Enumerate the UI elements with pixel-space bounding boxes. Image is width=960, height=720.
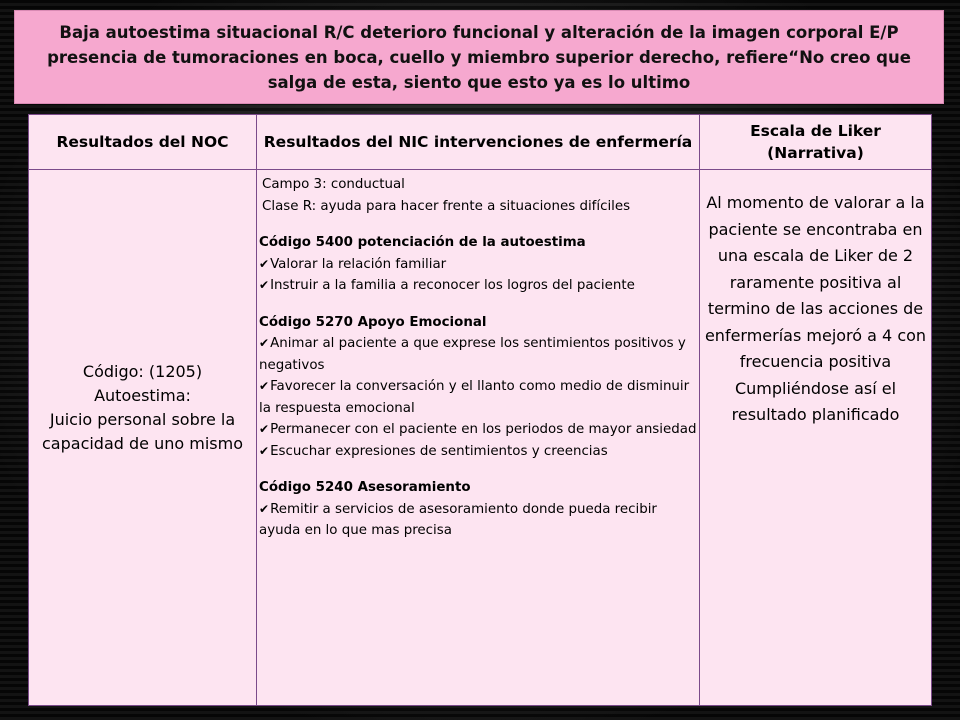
checkmark-icon: ✔: [259, 278, 270, 292]
header-nic: Resultados del NIC intervenciones de enfermería: [257, 115, 700, 170]
nic-list-5400: [259, 254, 697, 297]
table-header-row: [29, 115, 932, 170]
nic-code-5270: Código 5270 Apoyo Emocional: [259, 314, 487, 330]
liker-narrative: Al momento de valorar a la paciente se encontraba en una escala de Liker de 2 raramente positiva al termino de las acciones de enfermerías mejoró a 4 con frecuencia positiva Cumpliéndose así el resultado planificado: [704, 193, 927, 424]
checkmark-icon: ✔: [259, 422, 270, 436]
list-item: ✔Favorecer la conversación y el llanto como medio de disminuir la respuesta emocional: [259, 379, 690, 416]
nic-list-5240: [259, 499, 697, 542]
liker-cell: [700, 170, 932, 706]
nic-clase: Clase R: ayuda para hacer frente a situaciones difíciles: [262, 198, 631, 214]
list-item: ✔Animar al paciente a que exprese los sentimientos positivos y negativos: [259, 336, 686, 373]
noc-code: Código: (1205): [82, 361, 203, 381]
noc-definition: Juicio personal sobre la capacidad de uno mismo: [42, 409, 243, 453]
nic-list-5270: [259, 333, 697, 462]
checkmark-icon: ✔: [259, 501, 270, 516]
diagnosis-text: Baja autoestima situacional R/C deterioro funcional y alteración de la imagen corporal E/P presencia de tumoraciones en boca, cuello y miembro superior derecho, refiere“No creo que salga de esta, siento que esto ya es lo ultimo: [47, 22, 911, 92]
checkmark-icon: ✔: [259, 336, 270, 350]
list-item: ✔Valorar la relación familiar: [259, 256, 447, 272]
noc-title: Autoestima:: [94, 385, 191, 405]
care-plan-table: [28, 114, 932, 706]
diagnosis-banner: [14, 10, 944, 104]
nic-campo: Campo 3: conductual: [262, 177, 405, 192]
nic-cell: [257, 170, 700, 706]
header-noc: Resultados del NOC: [29, 115, 257, 170]
checkmark-icon: ✔: [259, 256, 270, 271]
noc-cell: [29, 170, 257, 706]
list-item: ✔Escuchar expresiones de sentimientos y creencias: [259, 443, 608, 459]
nic-code-5400: Código 5400 potenciación de la autoestima: [259, 235, 586, 250]
header-liker: Escala de Liker (Narrativa): [700, 115, 932, 170]
list-item: ✔Remitir a servicios de asesoramiento donde pueda recibir ayuda en lo que mas precisa: [259, 501, 657, 538]
table-row: [29, 170, 932, 706]
nic-code-5240: Código 5240 Asesoramiento: [259, 480, 471, 495]
checkmark-icon: ✔: [259, 443, 270, 458]
checkmark-icon: ✔: [259, 379, 270, 393]
list-item: ✔Instruir a la familia a reconocer los logros del paciente: [259, 278, 635, 293]
list-item: ✔Permanecer con el paciente en los periodos de mayor ansiedad: [259, 422, 697, 437]
